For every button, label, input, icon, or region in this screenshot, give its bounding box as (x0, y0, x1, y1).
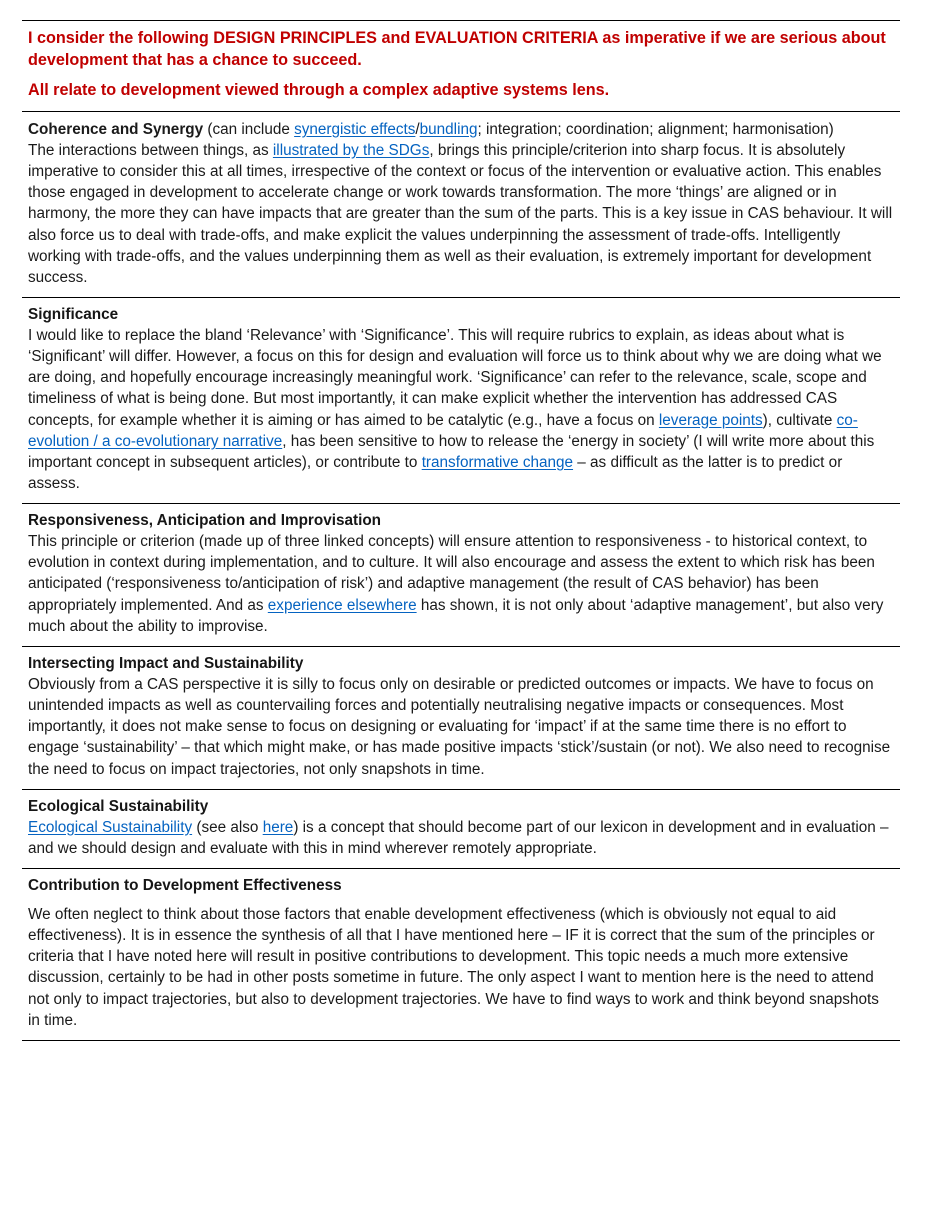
section-body-ecological-sustainability (28, 817, 894, 859)
body-text-a: I would like to replace the bland ‘Relevance’ with ‘Significance’. This will require rubrics to explain, as ideas about what is ‘Significant’ will differ. However, a focus on this for design and evaluation will force us to think about why we are doing what we are doing, and hopefully encourage increasingly meaningful work. ‘Significance’ can refer to the relevance, scale, scope and timeliness of what is being done. But most importantly, it can make explicit whether the intervention has addressed CAS concepts, for example whether it is aiming or has aimed to be catalytic (e.g., have a focus on (28, 326, 882, 429)
section-responsiveness-anticipation-improvisation (22, 503, 900, 646)
section-body-significance (28, 325, 894, 494)
section-heading-intersecting-impact: Intersecting Impact and Sustainability (28, 655, 304, 672)
body-text-a: The interactions between things, as (28, 141, 273, 159)
section-body-contribution: We often neglect to think about those factors that enable development effectiveness (which is obviously not equal to aid effectiveness). It is in essence the synthesis of all that I have mentioned here – IF it is correct that the sum of the principles or criteria that I have noted here will result in positive contributions to development. This topic needs a much more extensive discussion, certainly to be had in other posts sometime in future. The only aspect I want to mention here is the need to attend not only to impact trajectories, but also to development trajectories. We have to find ways to work and think beyond snapshots in time. (28, 905, 879, 1029)
intro-line-2: All relate to development viewed through a complex adaptive systems lens. (28, 81, 610, 100)
section-coherence-and-synergy (22, 111, 900, 297)
body-text-a: This principle or criterion (made up of three linked concepts) will ensure attention to responsiveness - to historical context, to evolution in context during implementation, and to culture. It will also encourage and assess the extent to which risk has been anticipated (‘responsiveness to/anticipation of risk’) and adaptive management (the result of CAS behavior) has been appropriately implemented. And as (28, 533, 875, 614)
principles-criteria-document (22, 20, 900, 1041)
body-text-b: ) is a concept that should become part of our lexicon in development and in evaluation – and we should design and evaluate with this in mind wherever remotely appropriate. (28, 818, 889, 857)
section-intersecting-impact-and-sustainability (22, 646, 900, 789)
heading-suffix-b: ; integration; coordination; alignment; harmonisation) (477, 120, 834, 138)
section-heading-ecological-sustainability: Ecological Sustainability (28, 797, 209, 815)
intro-line-1: I consider the following DESIGN PRINCIPLES and EVALUATION CRITERIA as imperative if we are serious about development that has a chance to succeed. (28, 29, 886, 69)
section-heading-line (28, 119, 894, 140)
link-experience-elsewhere[interactable]: experience elsewhere (267, 596, 417, 614)
link-ecological-sustainability[interactable]: Ecological Sustainability (28, 818, 193, 836)
intro-row (22, 20, 900, 111)
link-leverage-points[interactable]: leverage points (658, 411, 763, 429)
section-heading-contribution: Contribution to Development Effectiveness (28, 876, 342, 894)
body-text-a: (see also (192, 818, 263, 836)
link-synergistic-effects[interactable]: synergistic effects (294, 120, 416, 138)
section-heading-coherence-and-synergy: Coherence and Synergy (28, 120, 204, 138)
section-heading-responsiveness: Responsiveness, Anticipation and Improvisation (28, 512, 382, 530)
body-text-c: , has been sensitive to how to release the ‘energy in society’ (I will write more about this important concept in subsequent articles), or contribute to (28, 432, 875, 471)
section-body-intersecting-impact: Obviously from a CAS perspective it is silly to focus only on desirable or predicted outcomes or impacts. We have to focus on unintended impacts as well as countervailing forces and potentially neutralising negative impacts or consequences. Most importantly, it does not make sense to focus on designing or evaluating for ‘impact’ if at the same time there is no effort to engage ‘sustainability’ – that which might make, or has made positive impacts ‘stick’/sustain (or not). We also need to recognise the need to focus on impact trajectories, not only snapshots in time. (28, 675, 891, 778)
section-ecological-sustainability (22, 789, 900, 868)
section-body-coherence-and-synergy (28, 140, 894, 288)
section-contribution-to-development-effectiveness (22, 868, 900, 1041)
section-significance (22, 297, 900, 503)
slash-separator: / (415, 120, 420, 138)
link-here[interactable]: here (262, 818, 294, 836)
link-transformative-change[interactable]: transformative change (421, 453, 574, 471)
heading-suffix-a: (can include (203, 120, 295, 138)
section-heading-significance: Significance (28, 306, 119, 324)
link-illustrated-by-the-sdgs[interactable]: illustrated by the SDGs (272, 141, 430, 159)
body-text-b: ), cultivate (762, 411, 837, 429)
body-text-d: – as difficult as the latter is to predict or assess. (28, 453, 843, 493)
link-co-evolution-narrative[interactable]: co-evolution / a co-evolutionary narrative (28, 411, 858, 450)
body-text-b: has shown, it is not only about ‘adaptive management’, but also very much about the ability to improvise. (28, 596, 884, 635)
section-body-responsiveness (28, 531, 894, 637)
body-text-b: , brings this principle/criterion into sharp focus. It is absolutely imperative to consider this at all times, irrespective of the context or focus of the intervention or evaluative action. This enables those engaged in development to accelerate change or work towards transformation. The more ‘things’ are aligned or in harmony, the more they can have impacts that are greater than the sum of the parts. This is a key issue in CAS behaviour. It will also force us to deal with trade-offs, and make explicit the values underpinning the assessment of trade-offs. Intelligently working with trade-offs, and the values underpinning them as well as their evaluation, is extremely important for development success. (28, 141, 893, 286)
link-bundling[interactable]: bundling (419, 120, 478, 138)
